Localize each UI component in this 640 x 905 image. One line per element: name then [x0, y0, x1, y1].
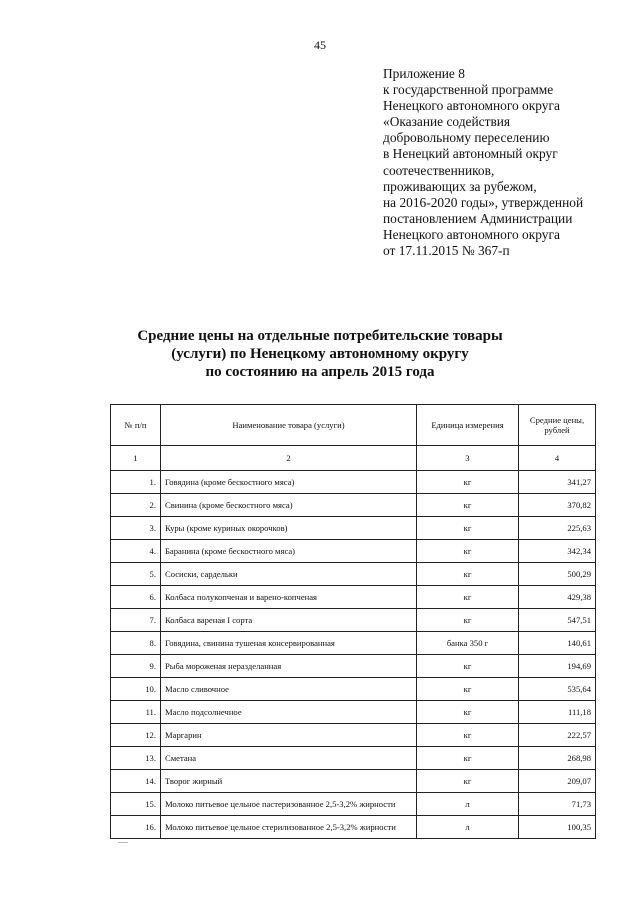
pencil-mark: [118, 842, 128, 843]
table-row: [111, 494, 596, 517]
item-unit: л: [417, 793, 519, 816]
appendix-line: проживающих за рубежом,: [383, 178, 537, 194]
document-title: [0, 327, 640, 381]
item-name: Масло подсолнечное: [161, 701, 417, 724]
item-price: 500,29: [519, 563, 596, 586]
column-number: 3: [417, 446, 519, 471]
table-row: [111, 678, 596, 701]
appendix-line: Ненецкого автономного округа: [383, 226, 560, 242]
table-header-row: [111, 405, 596, 446]
header-num: № п/п: [111, 405, 161, 446]
item-name: Баранина (кроме бескостного мяса): [161, 540, 417, 563]
table-row: [111, 701, 596, 724]
item-name: Творог жирный: [161, 770, 417, 793]
header-unit: Единица измерения: [417, 405, 519, 446]
table-row: [111, 747, 596, 770]
title-line: Средние цены на отдельные потребительские товары: [137, 328, 503, 344]
row-number: 11.: [111, 701, 161, 724]
row-number: 3.: [111, 517, 161, 540]
item-unit: кг: [417, 517, 519, 540]
item-name: Молоко питьевое цельное стерилизованное 2,5-3,2% жирности: [161, 816, 417, 839]
appendix-line: в Ненецкий автономный округ: [383, 146, 558, 162]
item-unit: кг: [417, 701, 519, 724]
title-line: по состоянию на апрель 2015 года: [205, 364, 435, 380]
row-number: 10.: [111, 678, 161, 701]
item-unit: кг: [417, 609, 519, 632]
table-row: [111, 770, 596, 793]
price-table: [110, 404, 596, 839]
item-name: Молоко питьевое цельное пастеризованное 2,5-3,2% жирности: [161, 793, 417, 816]
appendix-note: [383, 66, 633, 259]
appendix-line: на 2016-2020 годы», утвержденной: [383, 194, 584, 210]
item-price: 100,35: [519, 816, 596, 839]
item-price: 342,34: [519, 540, 596, 563]
item-name: Колбаса полукопченая и варено-копченая: [161, 586, 417, 609]
item-unit: кг: [417, 747, 519, 770]
item-unit: кг: [417, 586, 519, 609]
page-number: 45: [314, 38, 326, 52]
table-row: [111, 816, 596, 839]
table-row: [111, 471, 596, 494]
item-price: 71,73: [519, 793, 596, 816]
item-name: Колбаса вареная I сорта: [161, 609, 417, 632]
row-number: 6.: [111, 586, 161, 609]
item-price: 547,51: [519, 609, 596, 632]
appendix-line: от 17.11.2015 № 367-п: [383, 243, 510, 259]
table-row: [111, 563, 596, 586]
row-number: 9.: [111, 655, 161, 678]
table-row: [111, 655, 596, 678]
table-row: [111, 632, 596, 655]
table-row: [111, 724, 596, 747]
column-number: 4: [519, 446, 596, 471]
item-unit: кг: [417, 540, 519, 563]
item-name: Куры (кроме куриных окорочков): [161, 517, 417, 540]
item-price: 429,38: [519, 586, 596, 609]
item-unit: банка 350 г: [417, 632, 519, 655]
column-number: 1: [111, 446, 161, 471]
row-number: 4.: [111, 540, 161, 563]
row-number: 15.: [111, 793, 161, 816]
item-price: 535,64: [519, 678, 596, 701]
appendix-line: к государственной программе: [383, 82, 554, 98]
appendix-line: Ненецкого автономного округа: [383, 98, 560, 114]
appendix-line: «Оказание содействия: [383, 114, 511, 130]
table-row: [111, 517, 596, 540]
item-price: 222,57: [519, 724, 596, 747]
row-number: 1.: [111, 471, 161, 494]
item-name: Сосиски, сардельки: [161, 563, 417, 586]
item-name: Маргарин: [161, 724, 417, 747]
item-unit: кг: [417, 494, 519, 517]
item-price: 111,18: [519, 701, 596, 724]
header-price: Средние цены, рублей: [519, 405, 596, 446]
item-unit: кг: [417, 770, 519, 793]
item-price: 209,07: [519, 770, 596, 793]
item-unit: л: [417, 816, 519, 839]
item-unit: кг: [417, 724, 519, 747]
item-price: 225,63: [519, 517, 596, 540]
row-number: 14.: [111, 770, 161, 793]
appendix-line: добровольному переселению: [383, 130, 550, 146]
table-row: [111, 540, 596, 563]
item-name: Говядина (кроме бескостного мяса): [161, 471, 417, 494]
row-number: 5.: [111, 563, 161, 586]
row-number: 16.: [111, 816, 161, 839]
item-unit: кг: [417, 655, 519, 678]
item-price: 194,69: [519, 655, 596, 678]
row-number: 13.: [111, 747, 161, 770]
item-price: 140,61: [519, 632, 596, 655]
item-price: 341,27: [519, 471, 596, 494]
item-unit: кг: [417, 471, 519, 494]
table-row: [111, 609, 596, 632]
table-row: [111, 793, 596, 816]
row-number: 8.: [111, 632, 161, 655]
column-number-row: [111, 446, 596, 471]
row-number: 7.: [111, 609, 161, 632]
item-name: Сметана: [161, 747, 417, 770]
item-name: Говядина, свинина тушеная консервированная: [161, 632, 417, 655]
row-number: 2.: [111, 494, 161, 517]
item-name: Масло сливочное: [161, 678, 417, 701]
column-number: 2: [161, 446, 417, 471]
item-price: 268,98: [519, 747, 596, 770]
table-row: [111, 586, 596, 609]
item-name: Рыба мороженая неразделанная: [161, 655, 417, 678]
item-price: 370,82: [519, 494, 596, 517]
item-unit: кг: [417, 563, 519, 586]
header-name: Наименование товара (услуги): [161, 405, 417, 446]
appendix-line: постановлением Администрации: [383, 210, 573, 226]
row-number: 12.: [111, 724, 161, 747]
item-name: Свинина (кроме бескостного мяса): [161, 494, 417, 517]
appendix-line: Приложение 8: [383, 66, 465, 81]
title-line: (услуги) по Ненецкому автономному округу: [171, 346, 469, 362]
appendix-line: соотечественников,: [383, 162, 495, 178]
item-unit: кг: [417, 678, 519, 701]
